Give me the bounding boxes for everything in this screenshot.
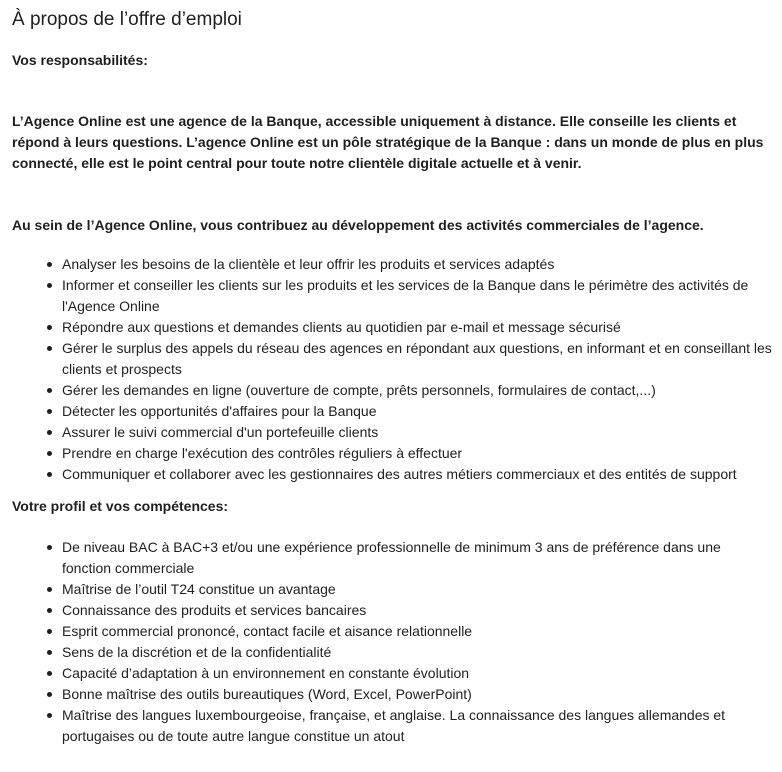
job-description [12,8,772,747]
agency-intro-paragraph: L’Agence Online est une agence de la Banque, accessible uniquement à distance. Elle conseille les clients et répond à leurs questions. L’agence Online est un pôle stratégique de la Banque : dans un monde de plus en plus connecté, elle est le point central pour toute notre clientèle digitale actuelle et à venir. [12,113,764,171]
list-item: Informer et conseiller les clients sur les produits et les services de la Banque dans le périmètre des activités de l'Agence Online [62,275,772,317]
page-title: À propos de l’offre d’emploi [12,9,242,30]
profile-heading: Votre profil et vos compétences: [12,498,229,514]
list-item: Assurer le suivi commercial d'un portefeuille clients [62,422,772,443]
list-item: Prendre en charge l'exécution des contrôles réguliers à effectuer [62,443,772,464]
list-item: Détecter les opportunités d'affaires pour la Banque [62,401,772,422]
list-item: Analyser les besoins de la clientèle et leur offrir les produits et services adaptés [62,254,772,275]
profile-list [12,537,772,747]
list-item: Répondre aux questions et demandes clients au quotidien par e-mail et message sécurisé [62,317,772,338]
list-item: Communiquer et collaborer avec les gestionnaires des autres métiers commerciaux et des entités de support [62,464,772,485]
list-item: Sens de la discrétion et de la confidentialité [62,642,772,663]
list-item: Maîtrise de l’outil T24 constitue un avantage [62,579,772,600]
list-item: Bonne maîtrise des outils bureautiques (Word, Excel, PowerPoint) [62,684,772,705]
list-item: Gérer le surplus des appels du réseau des agences en répondant aux questions, en informant et en conseillant les clients et prospects [62,338,772,380]
responsibilities-heading: Vos responsabilités: [12,52,148,68]
responsibilities-list [12,254,772,485]
list-item: Gérer les demandes en ligne (ouverture de compte, prêts personnels, formulaires de contact,...) [62,380,772,401]
list-item: Capacité d’adaptation à un environnement en constante évolution [62,663,772,684]
list-item: Esprit commercial prononcé, contact facile et aisance relationnelle [62,621,772,642]
list-item: De niveau BAC à BAC+3 et/ou une expérience professionnelle de minimum 3 ans de préférence dans une fonction commerciale [62,537,772,579]
list-item: Maîtrise des langues luxembourgeoise, française, et anglaise. La connaissance des langues allemandes et portugaises ou de toute autre langue constitue un atout [62,705,772,747]
role-lead-paragraph: Au sein de l’Agence Online, vous contribuez au développement des activités commerciales de l’agence. [12,217,704,233]
list-item: Connaissance des produits et services bancaires [62,600,772,621]
